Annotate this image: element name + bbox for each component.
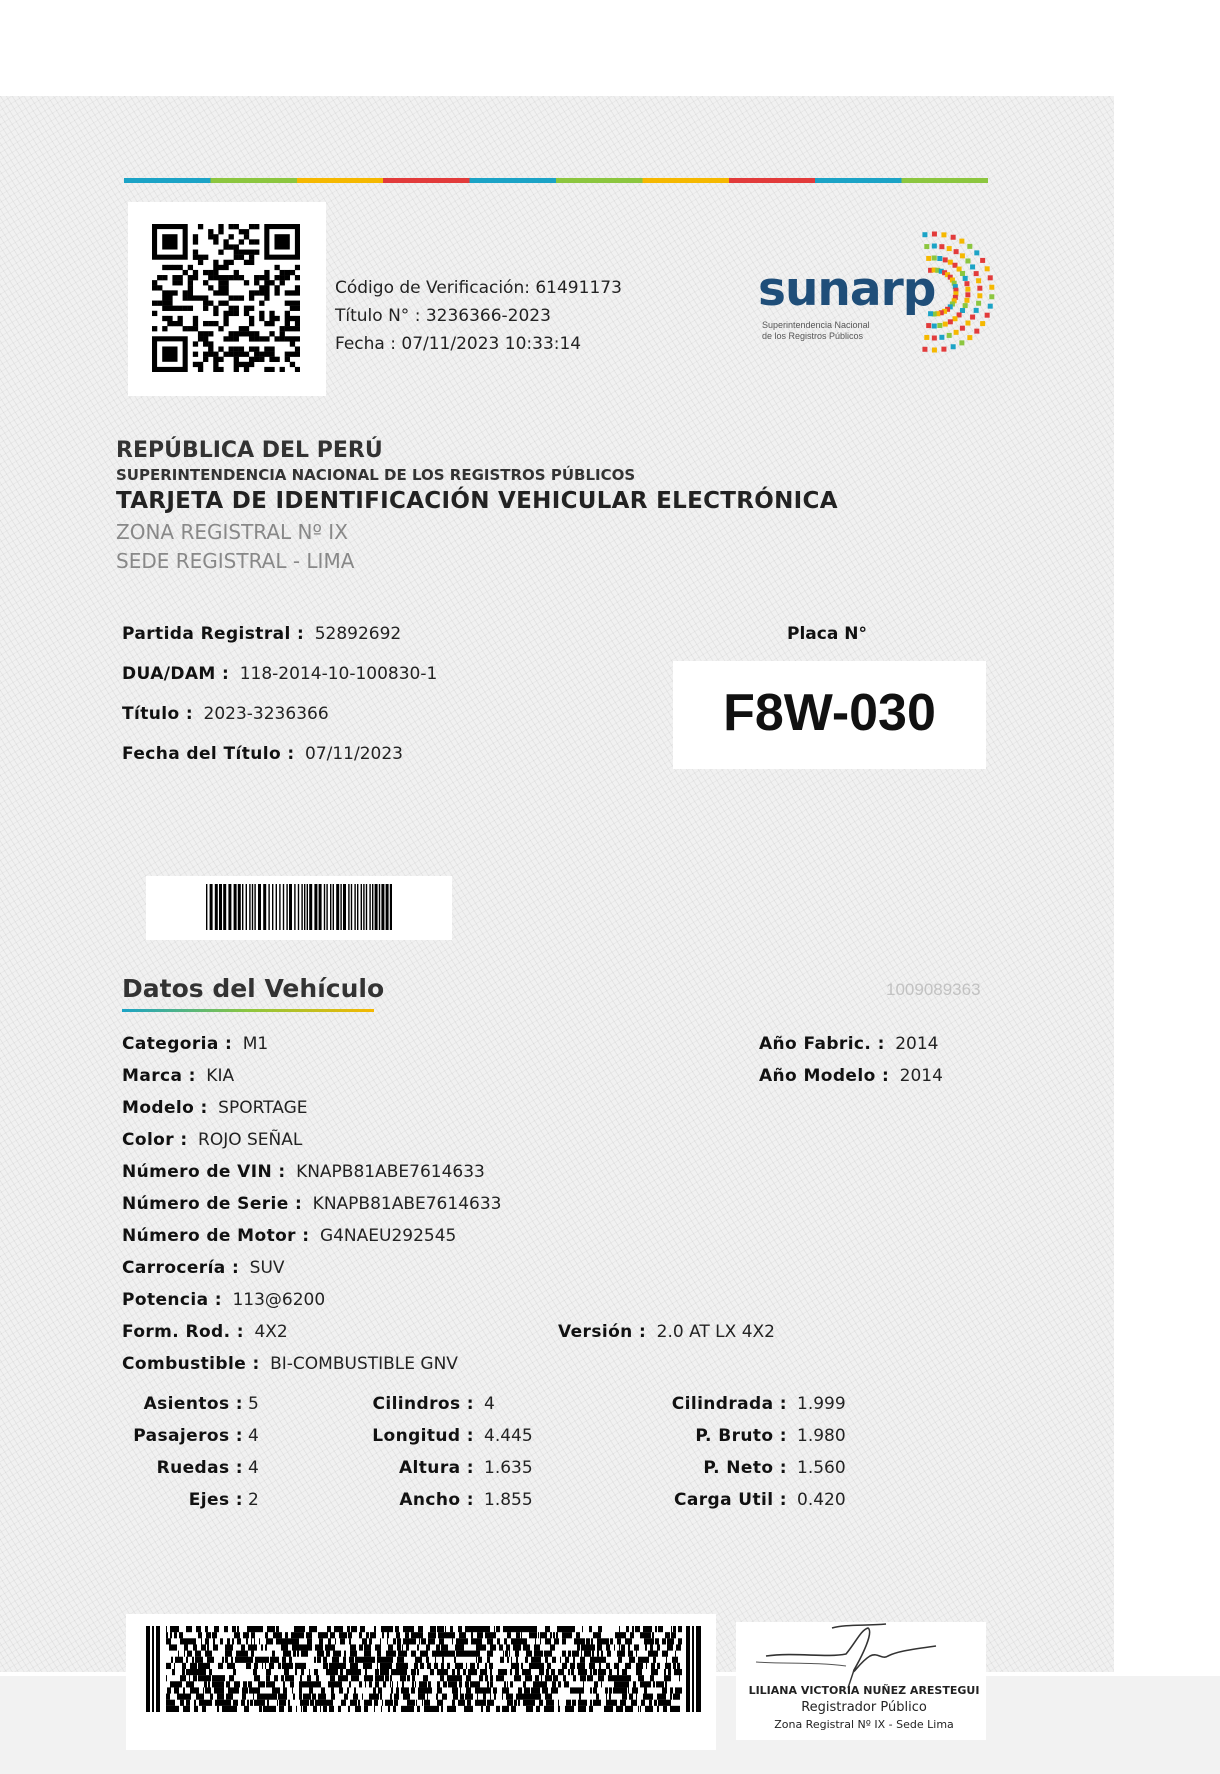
cargautil-value: 0.420 xyxy=(797,1490,846,1510)
serie-value: KNAPB81ABE7614633 xyxy=(312,1194,502,1214)
potencia-value: 113@6200 xyxy=(232,1290,326,1310)
modelo-label: Modelo : xyxy=(122,1098,208,1118)
pdf417-barcode-icon xyxy=(146,1626,702,1712)
sede-registral: SEDE REGISTRAL - LIMA xyxy=(116,549,355,573)
card-title: TARJETA DE IDENTIFICACIÓN VEHICULAR ELECTRÓNICA xyxy=(116,488,838,514)
vehicle-section-title: Datos del Vehículo xyxy=(122,974,385,1003)
fecha-titulo-value: 07/11/2023 xyxy=(305,744,403,764)
ancho-value-cell xyxy=(484,1490,533,1510)
pdf417-barcode xyxy=(126,1614,716,1750)
anio-fabric-value: 2014 xyxy=(895,1034,939,1054)
version-value: 2.0 AT LX 4X2 xyxy=(656,1322,775,1342)
modelo-row xyxy=(122,1098,307,1118)
plate-number: F8W-030 xyxy=(723,684,936,742)
anio-fabric-label: Año Fabric. : xyxy=(759,1034,885,1054)
cargautil-value-cell xyxy=(797,1490,846,1510)
potencia-label: Potencia : xyxy=(122,1290,222,1310)
carroceria-row xyxy=(122,1258,285,1278)
signer-role: Registrador Público xyxy=(801,1700,927,1715)
longitud-value: 4.445 xyxy=(484,1426,533,1446)
pneto-label-cell xyxy=(620,1458,787,1478)
modelo-value: SPORTAGE xyxy=(218,1098,308,1118)
plate-label: Placa N° xyxy=(787,624,867,644)
qr-code-icon xyxy=(152,224,300,372)
signer-zone: Zona Registral Nº IX - Sede Lima xyxy=(774,1718,954,1731)
motor-row xyxy=(122,1226,456,1246)
potencia-row xyxy=(122,1290,325,1310)
document-heading xyxy=(116,436,838,576)
pasajeros-label: Pasajeros : xyxy=(133,1426,243,1446)
anio-modelo-label: Año Modelo : xyxy=(759,1066,890,1086)
pbruto-value-cell xyxy=(797,1426,846,1446)
pneto-label: P. Neto : xyxy=(703,1458,787,1478)
anio-modelo-row xyxy=(759,1066,943,1086)
combustible-row xyxy=(122,1354,458,1374)
ancho-value: 1.855 xyxy=(484,1490,533,1510)
signature-block xyxy=(736,1622,986,1740)
cilindros-value: 4 xyxy=(484,1394,495,1414)
longitud-label-cell xyxy=(330,1426,474,1446)
signature-icon xyxy=(736,1622,986,1692)
combustible-value: BI-COMBUSTIBLE GNV xyxy=(270,1354,458,1374)
cilindros-value-cell xyxy=(484,1394,495,1414)
cilindrada-value: 1.999 xyxy=(797,1394,846,1414)
cilindrada-value-cell xyxy=(797,1394,846,1414)
sunarp-logo xyxy=(756,220,1006,360)
marca-row xyxy=(122,1066,234,1086)
logo-subtitle-line2: de los Registros Públicos xyxy=(762,331,864,341)
color-row xyxy=(122,1130,302,1150)
ejes-value-cell xyxy=(248,1490,259,1510)
anio-modelo-value: 2014 xyxy=(899,1066,943,1086)
logo-word: sunarp xyxy=(758,262,936,317)
linear-barcode xyxy=(146,876,452,940)
cilindrada-label-cell xyxy=(620,1394,787,1414)
carroceria-value: SUV xyxy=(249,1258,285,1278)
cargautil-label-cell xyxy=(620,1490,787,1510)
verification-block xyxy=(335,274,622,358)
dua-row xyxy=(122,664,437,684)
qr-code xyxy=(128,202,326,396)
pbruto-value: 1.980 xyxy=(797,1426,846,1446)
titulo-row xyxy=(122,704,329,724)
formrod-value: 4X2 xyxy=(254,1322,288,1342)
ruedas-label-cell xyxy=(122,1458,243,1478)
asientos-label-cell xyxy=(122,1394,243,1414)
zona-registral: ZONA REGISTRAL Nº IX xyxy=(116,520,348,544)
logo-subtitle-line1: Superintendencia Nacional xyxy=(762,320,870,330)
carroceria-label: Carrocería : xyxy=(122,1258,240,1278)
ruedas-value: 4 xyxy=(248,1458,259,1478)
partida-row xyxy=(122,624,401,644)
vin-label: Número de VIN : xyxy=(122,1162,286,1182)
serie-row xyxy=(122,1194,501,1214)
ejes-label-cell xyxy=(122,1490,243,1510)
color-label: Color : xyxy=(122,1130,188,1150)
combustible-label: Combustible : xyxy=(122,1354,260,1374)
pneto-value: 1.560 xyxy=(797,1458,846,1478)
cilindros-label-cell xyxy=(330,1394,474,1414)
fecha-titulo-label: Fecha del Título : xyxy=(122,744,295,764)
issue-date: Fecha : 07/11/2023 10:33:14 xyxy=(335,334,582,354)
altura-label-cell xyxy=(330,1458,474,1478)
titulo-label: Título : xyxy=(122,704,194,724)
pasajeros-value-cell xyxy=(248,1426,259,1446)
republic-heading: REPÚBLICA DEL PERÚ xyxy=(116,438,383,463)
dua-label: DUA/DAM : xyxy=(122,664,230,684)
signer-name: LILIANA VICTORIA NUÑEZ ARESTEGUI xyxy=(748,1684,980,1697)
partida-label: Partida Registral : xyxy=(122,624,305,644)
color-stripe xyxy=(124,178,988,183)
cargautil-label: Carga Util : xyxy=(674,1490,787,1510)
pbruto-label: P. Bruto : xyxy=(695,1426,787,1446)
fecha-titulo-row xyxy=(122,744,403,764)
ruedas-value-cell xyxy=(248,1458,259,1478)
pbruto-label-cell xyxy=(620,1426,787,1446)
marca-value: KIA xyxy=(206,1066,235,1086)
logo-subtitle xyxy=(762,320,870,342)
agency-heading: SUPERINTENDENCIA NACIONAL DE LOS REGISTROS PÚBLICOS xyxy=(116,466,636,484)
vin-row xyxy=(122,1162,485,1182)
longitud-label: Longitud : xyxy=(372,1426,474,1446)
document-serial: 1009089363 xyxy=(886,980,981,999)
vehicle-id-card xyxy=(0,96,1114,1731)
asientos-value-cell xyxy=(248,1394,259,1414)
formrod-label: Form. Rod. : xyxy=(122,1322,244,1342)
dua-value: 118-2014-10-100830-1 xyxy=(239,664,438,684)
ancho-label-cell xyxy=(330,1490,474,1510)
altura-label: Altura : xyxy=(399,1458,474,1478)
asientos-label: Asientos : xyxy=(143,1394,243,1414)
altura-value-cell xyxy=(484,1458,533,1478)
partida-value: 52892692 xyxy=(314,624,402,644)
pasajeros-value: 4 xyxy=(248,1426,259,1446)
color-value: ROJO SEÑAL xyxy=(198,1130,303,1150)
serie-label: Número de Serie : xyxy=(122,1194,303,1214)
motor-label: Número de Motor : xyxy=(122,1226,310,1246)
categoria-label: Categoria : xyxy=(122,1034,233,1054)
categoria-value: M1 xyxy=(242,1034,269,1054)
cilindrada-label: Cilindrada : xyxy=(671,1394,787,1414)
anio-fabric-row xyxy=(759,1034,939,1054)
titulo-value: 2023-3236366 xyxy=(203,704,329,724)
longitud-value-cell xyxy=(484,1426,533,1446)
version-label: Versión : xyxy=(558,1322,647,1342)
ancho-label: Ancho : xyxy=(399,1490,474,1510)
altura-value: 1.635 xyxy=(484,1458,533,1478)
formrod-row xyxy=(122,1322,288,1342)
asientos-value: 5 xyxy=(248,1394,259,1414)
vin-value: KNAPB81ABE7614633 xyxy=(296,1162,485,1182)
plate-box xyxy=(673,661,986,769)
pneto-value-cell xyxy=(797,1458,846,1478)
ejes-value: 2 xyxy=(248,1490,259,1510)
categoria-row xyxy=(122,1034,268,1054)
verification-code: Código de Verificación: 61491173 xyxy=(335,278,622,298)
ruedas-label: Ruedas : xyxy=(156,1458,243,1478)
marca-label: Marca : xyxy=(122,1066,196,1086)
motor-value: G4NAEU292545 xyxy=(319,1226,457,1246)
cilindros-label: Cilindros : xyxy=(372,1394,474,1414)
pasajeros-label-cell xyxy=(122,1426,243,1446)
vehicle-section-underline xyxy=(122,1009,374,1012)
ejes-label: Ejes : xyxy=(188,1490,243,1510)
version-row xyxy=(558,1322,775,1342)
title-number: Título N° : 3236366-2023 xyxy=(335,306,551,326)
barcode-icon xyxy=(206,884,392,930)
